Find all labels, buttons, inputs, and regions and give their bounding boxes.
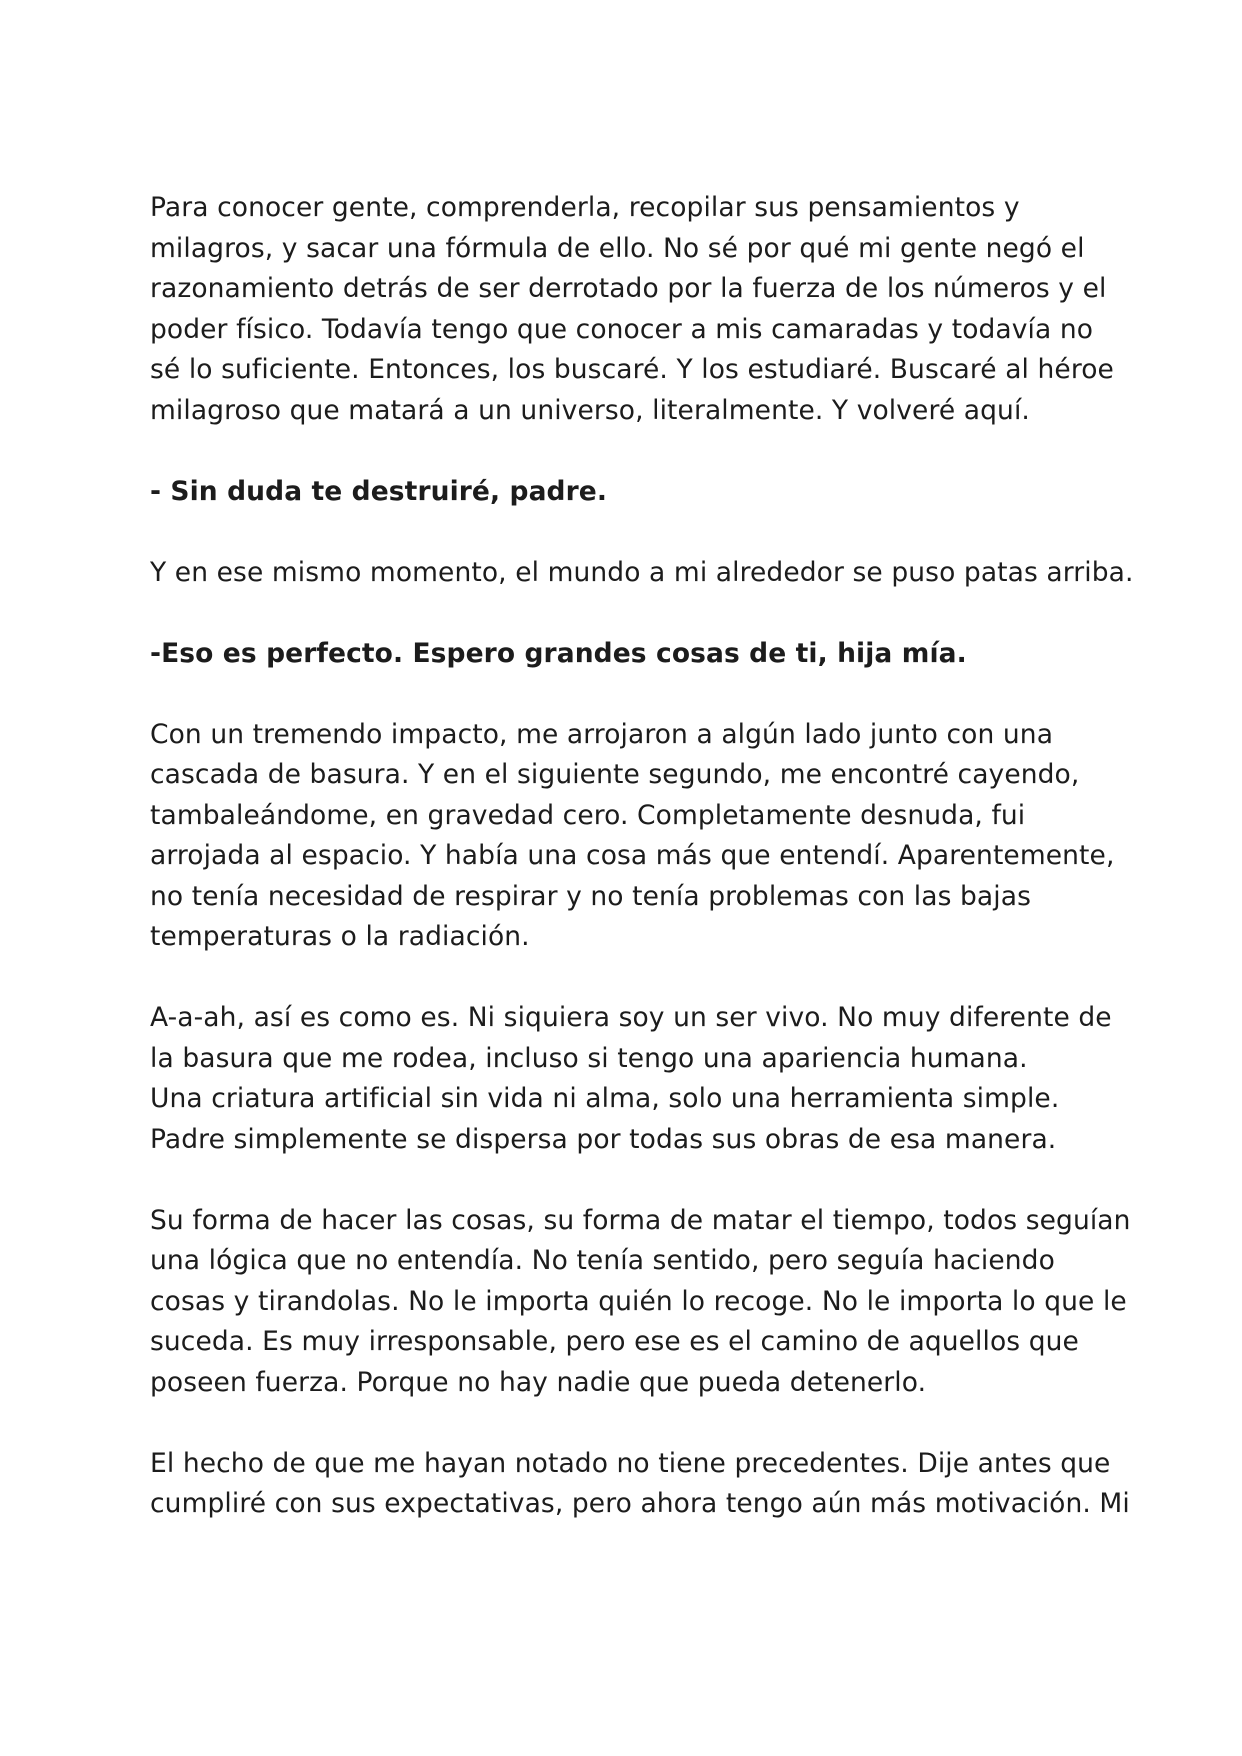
text-line: Y en ese mismo momento, el mundo a mi alrededor se puso patas arriba. xyxy=(150,556,1134,588)
text-line: Con un tremendo impacto, me arrojaron a algún lado junto con una xyxy=(150,718,1054,750)
text-line: milagros, y sacar una fórmula de ello. No sé por qué mi gente negó el xyxy=(150,232,1085,264)
text-line: Padre simplemente se dispersa por todas sus obras de esa manera. xyxy=(150,1123,1057,1155)
paragraph-3 xyxy=(150,715,1115,958)
dialogue-line-2 xyxy=(150,634,1110,675)
paragraph-6 xyxy=(150,1444,1130,1525)
text-line: A-a-ah, así es como es. Ni siquiera soy un ser vivo. No muy diferente de xyxy=(150,1002,1112,1033)
paragraph-4 xyxy=(150,998,1110,1160)
text-line: cascada de basura. Y en el siguiente segundo, me encontré cayendo, xyxy=(150,759,1080,790)
text-line: sé lo suficiente. Entonces, los buscaré. Y los estudiaré. Buscaré al héroe xyxy=(150,354,1114,385)
text-line: no tenía necesidad de respirar y no tenía problemas con las bajas xyxy=(150,880,1031,912)
text-line: temperaturas o la radiación. xyxy=(150,921,530,952)
text-line: Una criatura artificial sin vida ni alma, solo una herramienta simple. xyxy=(150,1083,1060,1114)
text-line: la basura que me rodea, incluso si tengo una apariencia humana. xyxy=(150,1042,1028,1074)
paragraph-5 xyxy=(150,1201,1131,1404)
text-line: poder físico. Todavía tengo que conocer a mis camaradas y todavía no xyxy=(150,313,1094,345)
text-line: razonamiento detrás de ser derrotado por la fuerza de los números y el xyxy=(150,273,1107,304)
text-line: cumpliré con sus expectativas, pero ahora tengo aún más motivación. Mi xyxy=(150,1488,1130,1519)
text-line: Su forma de hacer las cosas, su forma de matar el tiempo, todos seguían xyxy=(150,1204,1131,1236)
text-line: arrojada al espacio. Y había una cosa más que entendí. Aparentemente, xyxy=(150,840,1115,871)
text-line: Para conocer gente, comprenderla, recopilar sus pensamientos y xyxy=(150,192,1020,223)
text-line: -Eso es perfecto. Espero grandes cosas de ti, hija mía. xyxy=(150,637,967,669)
text-line: cosas y tirandolas. No le importa quién lo recoge. No le importa lo que le xyxy=(150,1285,1127,1317)
text-line: poseen fuerza. Porque no hay nadie que pueda detenerlo. xyxy=(150,1366,927,1398)
paragraph-1 xyxy=(150,188,1114,431)
text-line: suceda. Es muy irresponsable, pero ese es el camino de aquellos que xyxy=(150,1326,1079,1357)
text-line: milagroso que matará a un universo, literalmente. Y volveré aquí. xyxy=(150,394,1030,426)
document-page xyxy=(150,188,1134,1565)
text-line: una lógica que no entendía. No tenía sentido, pero seguía haciendo xyxy=(150,1245,1055,1276)
text-line: tambaleándome, en gravedad cero. Completamente desnuda, fui xyxy=(150,799,1026,831)
paragraph-2 xyxy=(150,553,1134,594)
text-line: El hecho de que me hayan notado no tiene precedentes. Dije antes que xyxy=(150,1447,1111,1479)
text-line: - Sin duda te destruiré, padre. xyxy=(150,475,608,507)
dialogue-line-1 xyxy=(150,472,1110,513)
